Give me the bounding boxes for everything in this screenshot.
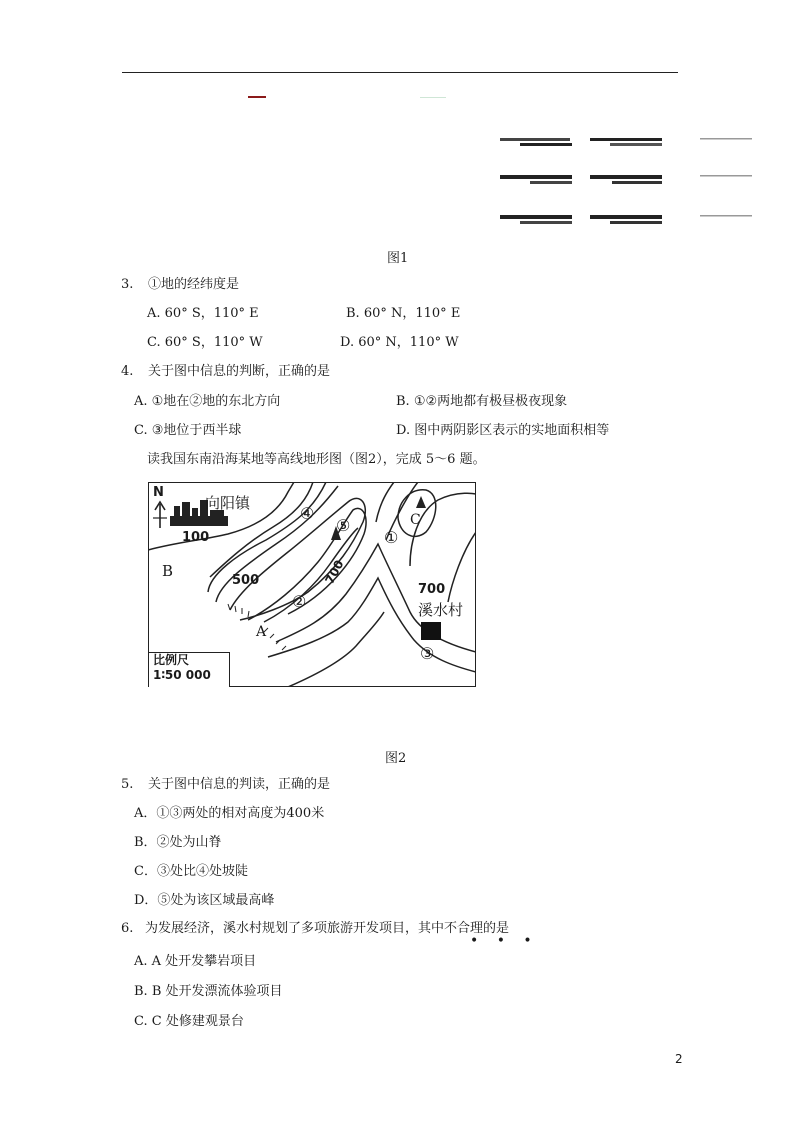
map-town-label: 向阳镇: [205, 494, 251, 512]
q3-option-c: C. 60° S，110° W: [147, 335, 263, 350]
fig1-mark-red: [248, 96, 266, 98]
q6-option-c: C. C 处修建观景台: [134, 1014, 244, 1029]
map-scale-value: 1∶50 000: [153, 668, 211, 682]
contour-east: [448, 532, 476, 602]
peak-c-icon: [416, 496, 426, 508]
map-marker-4: ④: [300, 504, 315, 523]
emphasis-dots: • • •: [470, 933, 539, 949]
q5-option-b: B．②处为山脊: [134, 835, 222, 850]
q5-stem: 关于图中信息的判读，正确的是: [148, 777, 331, 792]
q6-option-b: B. B 处开发漂流体验项目: [134, 984, 283, 999]
q3-stem: ①地的经纬度是: [148, 277, 240, 292]
fig1-mark-green: [420, 97, 446, 98]
fig1-bars-row-1: [500, 138, 752, 146]
map-label-c: C: [410, 512, 421, 528]
q3-number: 3.: [121, 277, 134, 292]
fig1-bars-row-2: [500, 175, 752, 184]
map-contour-500: 500: [232, 573, 260, 588]
contour-c-1: [376, 482, 394, 522]
north-arrow-icon: [153, 502, 167, 528]
map-contour-700: 700: [418, 582, 446, 597]
map-contour-700-ridge: 700: [322, 557, 347, 587]
q3-option-a: A. 60° S，110° E: [147, 306, 259, 321]
map-marker-2: ②: [292, 592, 307, 611]
q4-option-c: C. ③地位于西半球: [134, 423, 242, 438]
map-label-b: B: [162, 562, 174, 580]
page-number: 2: [675, 1052, 683, 1066]
map-marker-3: ③: [420, 644, 435, 663]
map-north-label: N: [153, 485, 164, 500]
q5-option-a: A．①③两处的相对高度为400米: [134, 806, 325, 821]
fig1-bars-row-3: [500, 215, 752, 224]
q4-stem: 关于图中信息的判断，正确的是: [148, 364, 331, 379]
map-contour-100: 100: [182, 530, 210, 545]
map-scale: [149, 652, 230, 687]
q5-option-c: C．③处比④处坡陡: [134, 864, 248, 879]
contour-valley-3: [288, 612, 384, 687]
q6-number: 6.: [121, 921, 134, 936]
map-marker-1: ①: [384, 528, 399, 547]
map-scale-title: 比例尺: [153, 653, 190, 667]
figure-2-caption: 图2: [385, 751, 407, 766]
q5-number: 5.: [121, 777, 134, 792]
q4-option-d: D. 图中两阴影区表示的实地面积相等: [396, 423, 610, 438]
q4-option-b: B. ①②两地都有极昼极夜现象: [396, 394, 568, 409]
map-label-a: A: [256, 624, 267, 640]
village-icon: [421, 622, 441, 640]
map-marker-5: ⑤: [336, 516, 351, 535]
q4-option-a: A. ①地在②地的东北方向: [134, 394, 281, 409]
q6-stem: 为发展经济，溪水村规划了多项旅游开发项目，其中不合理的是: [145, 921, 510, 936]
q3-option-b: B. 60° N，110° E: [346, 306, 461, 321]
q6-option-a: A. A 处开发攀岩项目: [134, 954, 257, 969]
q4-number: 4.: [121, 364, 134, 379]
section-intro: 读我国东南沿海某地等高线地形图（图2），完成 5～6 题。: [147, 452, 486, 467]
map-village-label: 溪水村: [418, 601, 464, 619]
q5-option-d: D．⑤处为该区域最高峰: [134, 893, 275, 908]
q3-option-d: D. 60° N，110° W: [340, 335, 459, 350]
figure-1-caption: 图1: [387, 251, 409, 266]
figure-1-graphic: [0, 0, 800, 260]
